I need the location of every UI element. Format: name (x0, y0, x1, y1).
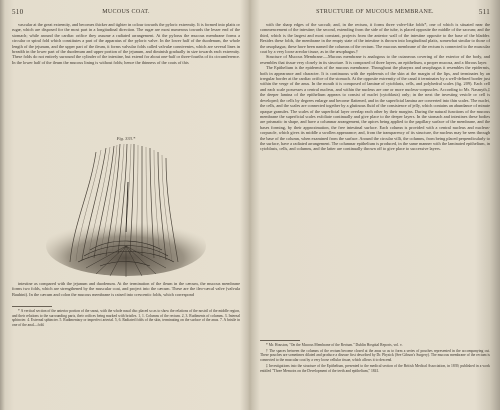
page-header (260, 8, 490, 18)
footnotes (260, 343, 490, 374)
body-text-bottom (12, 281, 240, 297)
footnote-text: ‡ Investigations into the structure of the Epithelium, presented to the medical section of the British Medical Association, in 1839, published in a work entitled "Three Memoirs on the Development of the teeth and epithelium," 1841. (260, 363, 490, 373)
footnote-text: * Mr. Houston, "On the Mucous Membrane of the Rectum." Dublin Hospital Reports, vol. v. (266, 343, 403, 347)
body-text-top (12, 22, 240, 65)
left-page (12, 0, 240, 410)
footnote-rule (260, 340, 300, 341)
footnote-text: * A vertical section of the anterior portion of the snout, with the whole nasal disc placed so as to show the relations of the nostril of the middle region, and their relations to the surrounding parts, their orifices being marked with bristles. 1, 1. Columns of the rectum. 2, 3. Rudiments of columns. 3. Internal sphincter. 4. External sphincter. 5. Rudimentary or imperfect arterial. 5, 6. Radiated folds of the skin, terminating on the surface of the anus. 7. A bristle in one of the anal—fold. (12, 309, 240, 328)
body-text (260, 22, 490, 152)
paragraph: The Epithelium is the epidermis of the mucous membrane. Throughout the pharynx and œsophagus it resembles the epidermis, both in appearance and character. It is continuous with the epidermis of the skin at the margin of the lips, and terminates by an irregular border at the cardiac orifice of the stomach. At the opposite extremity of the canal it terminates by a well-defined border just within the verge of the anus. In the mouth it is composed of laminæ of cytoblasts, cells, and polyhedral scales (fig. 209). Each cell and each scale possesses a central nucleus, and within the nucleus are one or more nucleus-corpuscles. According to Mr. Nasmyth,‡ the deeper lamina of the epithelium appears to consist of nuclei (cytoblasts) only; in the next the investing vesicle or cell is developed; the cells by degrees enlarge and become flattened, and in the superficial lamina are converted into thin scales. The nuclei, the cells, and the scales are connected together by a glutinous fluid of the consistence of jelly, which contains an abundance of minute opaque granules. The scales of the superficial layer overlap each other by their margins. During the natural functions of the mucous membrane the superficial scales exfoliate continually and give place to the deeper layers. In the stomach and intestines these bodies are prismatic in shape, and have a columnar arrangement, the apices being applied to the papillary surface of the membrane, and the bases forming, by their approximation, the free intestinal surface. Each column is provided with a central nucleus and nucleus-corpuscle, which gives its middle a swollen appearance; and, from the transparency of its structure, the nucleus may be seen through the base of the column, when examined from the surface. Around the circular villi, the columns, from being placed perpendicularly to the surface, have a radiated arrangement. The columnar epithelium is produced, in the same manner with the laminated epithelium, in cytoblasts, cells, and columns, and the latter are continually thrown off to give place to successive layers. (260, 65, 491, 152)
footnote-rule (12, 306, 52, 307)
right-page (260, 0, 490, 410)
paragraph: vascular at the great extremity, and becomes thicker and tighter in colour towards the pyloric extremity. It is formed into plaits or rugæ, which are disposed for the most part in a longitudinal direction. The rugæ are most numerous towards the lesser end of the stomach; while around the cardiac orifice they assume a radiated arrangement. At the pylorus the mucous membrane forms a circular or spiral fold which constitutes a part of the apparatus of the pyloric valve. In the lower half of the duodenum, the whole length of the jejunum, and the upper part of the ileum, it forms valvular folds called valvulæ conniventes, which are several lines in breadth in the lower part of the duodenum and upper portion of the jejunum, and diminish gradually in size towards each extremity. These folds do not entirely surround the cylinder of the intestine, but extend for about one-half or three-fourths of its circumference. In the lower half of the ileum the mucous lining is without folds; hence the thinness of the coats of this (12, 22, 240, 65)
paragraph: intestine as compared with the jejunum and duodenum. At the termination of the ileum in the cæcum, the mucous membrane forms two folds, which are strengthened by the muscular coat, and project into the cæcum. These are the ileo-cæcal valve (valvula Bauhini). In the cæcum and colon the mucous membrane is raised into crescentic folds, which correspond (12, 281, 240, 297)
page-number: 510 (12, 8, 24, 16)
anal-canal-illustration (30, 142, 222, 278)
figure-label: Fig. 333.* (116, 136, 136, 141)
page-header (12, 8, 240, 18)
footnote (12, 309, 240, 329)
paragraph: with the sharp edges of the sacculi; and, in the rectum, it forms three valve-like folds*, one of which is situated near the commencement of the intestine; the second, extending from the side of the tube, is placed opposite the middle of the sacrum; and the third, which is the largest and most constant, projects from the anterior wall of the intestine opposite to the base of the bladder. Besides these folds, the membrane in the empty state of the intestine is thrown into longitudinal plaits, somewhat similar to those of the œsophagus; these have been named the columns of the rectum. The mucous membrane of the rectum is connected to the muscular coat by a very loose areolar tissue, as in the œsophagus.† (260, 22, 490, 55)
running-head: STRUCTURE OF MUCOUS MEMBRANE. (316, 9, 434, 15)
footnote-text: † The spaces between the columns of the rectum become closed at the anus so as to form a series of pouches represented in the accompanying cut. These pouches are sometimes dilated and produce a disease first described by Dr. Physick (See Gibson's Surgery). The mucous membrane of the rectum is connected to the muscular coat by a very loose cellular tissue, which allows it to descend. (260, 348, 490, 363)
running-head: MUCOUS COAT. (102, 9, 150, 15)
paragraph: Structure of Mucous Membrane.—Mucous membrane is analogous to the cutaneous covering of the exterior of the body, and resembles that tissue very closely in its structure. It is composed of three layers, an epithelium, a proper mucosa, and a fibrous layer. (260, 54, 490, 65)
page-number: 511 (478, 8, 490, 16)
